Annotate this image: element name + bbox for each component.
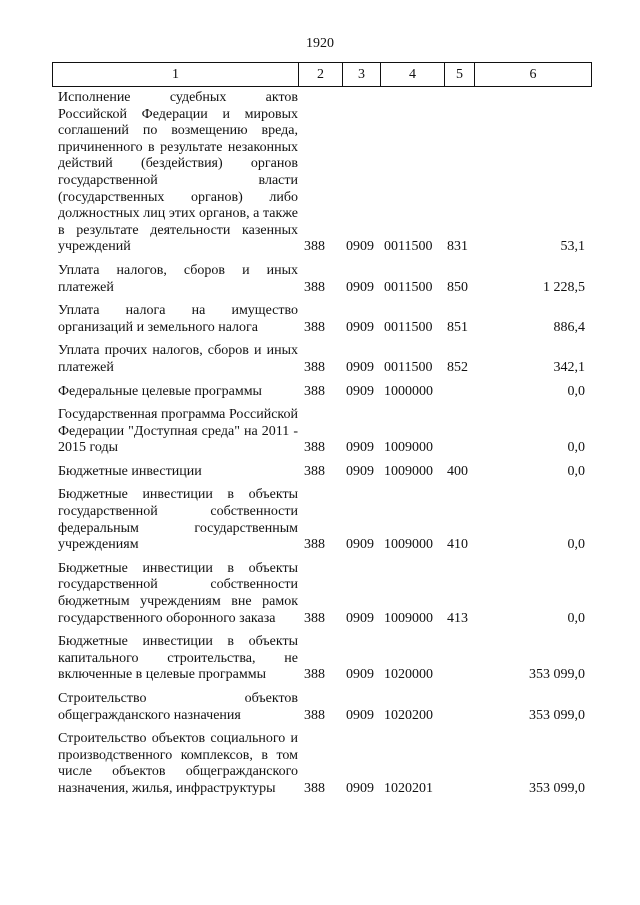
row-amount: 353 099,0 <box>529 667 585 683</box>
row-section-code: 0909 <box>346 359 374 375</box>
row-name: Федеральные целевые программы <box>58 383 262 399</box>
column-header-table <box>52 62 592 87</box>
row-name: Уплата налогов, сборов и иных платежей <box>58 262 298 295</box>
row-ministry-code: 388 <box>304 440 325 456</box>
row-expense-type: 850 <box>447 279 468 295</box>
table-row <box>52 384 591 401</box>
row-expense-type: 410 <box>447 537 468 553</box>
row-target-code: 0011500 <box>384 359 433 375</box>
row-section-code: 0909 <box>346 279 374 295</box>
row-target-code: 1009000 <box>384 537 433 553</box>
row-name: Бюджетные инвестиции в объекты государственной собственности федеральным государственным учреждениям <box>58 487 298 553</box>
row-section-code: 0909 <box>346 780 374 796</box>
row-name: Строительство объектов социального и производственного комплексов, в том числе объектов общегражданского назначения, жилья, инфраструктуры <box>58 731 298 796</box>
row-target-code: 0011500 <box>384 279 433 295</box>
header-row <box>53 63 592 87</box>
row-expense-type: 413 <box>447 610 468 626</box>
table-row <box>52 343 591 376</box>
row-expense-type: 831 <box>447 239 468 255</box>
row-amount: 0,0 <box>567 537 585 553</box>
table-row <box>52 464 591 481</box>
row-amount: 0,0 <box>567 610 585 626</box>
row-target-code: 1020201 <box>384 780 433 796</box>
row-ministry-code: 388 <box>304 463 325 479</box>
header-col-3: 3 <box>343 63 381 87</box>
row-amount: 53,1 <box>560 239 585 255</box>
row-name: Бюджетные инвестиции в объекты государственной собственности бюджетным учреждениям вне рамок государственного оборонного заказа <box>58 560 298 626</box>
row-target-code: 1009000 <box>384 440 433 456</box>
row-amount: 353 099,0 <box>529 707 585 723</box>
row-section-code: 0909 <box>346 383 374 399</box>
row-section-code: 0909 <box>346 440 374 456</box>
row-ministry-code: 388 <box>304 780 325 796</box>
row-target-code: 1020000 <box>384 667 433 683</box>
row-amount: 0,0 <box>567 383 585 399</box>
row-section-code: 0909 <box>346 667 374 683</box>
row-ministry-code: 388 <box>304 667 325 683</box>
header-col-2: 2 <box>299 63 343 87</box>
header-col-6: 6 <box>475 63 592 87</box>
header-col-5: 5 <box>445 63 475 87</box>
header-col-4: 4 <box>381 63 445 87</box>
row-target-code: 1009000 <box>384 463 433 479</box>
row-ministry-code: 388 <box>304 537 325 553</box>
row-name: Исполнение судебных актов Российской Федерации и мировых соглашений по возмещению вреда, причиненного в результате незаконных действий (бездействия) органов государственной власти (государственных органов) либо должностных лиц этих органов, а также в результате деятельности казенных учреждений <box>58 90 298 255</box>
row-ministry-code: 388 <box>304 610 325 626</box>
table-row <box>52 487 591 553</box>
row-name: Уплата налога на имущество организаций и земельного налога <box>58 303 298 335</box>
table-row <box>52 691 591 724</box>
row-section-code: 0909 <box>346 463 374 479</box>
row-section-code: 0909 <box>346 319 374 335</box>
row-target-code: 1000000 <box>384 383 433 399</box>
row-name: Строительство объектов общегражданского назначения <box>58 691 298 723</box>
table-row <box>52 634 591 684</box>
row-section-code: 0909 <box>346 239 374 255</box>
row-name: Бюджетные инвестиции <box>58 463 202 479</box>
row-name: Бюджетные инвестиции в объекты капитального строительства, не включенные в целевые программы <box>58 634 298 683</box>
row-ministry-code: 388 <box>304 279 325 295</box>
row-target-code: 0011500 <box>384 239 433 255</box>
page-number: 1920 <box>306 36 334 51</box>
table-row <box>52 263 591 296</box>
row-amount: 0,0 <box>567 440 585 456</box>
row-target-code: 0011500 <box>384 319 433 335</box>
row-ministry-code: 388 <box>304 383 325 399</box>
table-row <box>52 90 591 256</box>
row-target-code: 1009000 <box>384 610 433 626</box>
row-amount: 342,1 <box>553 359 585 375</box>
row-ministry-code: 388 <box>304 239 325 255</box>
row-ministry-code: 388 <box>304 319 325 335</box>
table-row <box>52 731 591 797</box>
row-name: Государственная программа Российской Федерации "Доступная среда" на 2011 - 2015 годы <box>58 407 298 456</box>
table-row <box>52 561 591 627</box>
row-amount: 886,4 <box>553 319 585 335</box>
row-amount: 1 228,5 <box>543 279 585 295</box>
row-section-code: 0909 <box>346 707 374 723</box>
row-target-code: 1020200 <box>384 707 433 723</box>
row-expense-type: 852 <box>447 359 468 375</box>
row-expense-type: 400 <box>447 463 468 479</box>
table-row <box>52 303 591 336</box>
row-name: Уплата прочих налогов, сборов и иных платежей <box>58 343 298 375</box>
row-section-code: 0909 <box>346 537 374 553</box>
row-ministry-code: 388 <box>304 359 325 375</box>
header-col-1: 1 <box>53 63 299 87</box>
table-row <box>52 407 591 457</box>
row-amount: 353 099,0 <box>529 780 585 796</box>
budget-rows <box>52 90 591 805</box>
row-expense-type: 851 <box>447 319 468 335</box>
row-amount: 0,0 <box>567 463 585 479</box>
row-ministry-code: 388 <box>304 707 325 723</box>
row-section-code: 0909 <box>346 610 374 626</box>
